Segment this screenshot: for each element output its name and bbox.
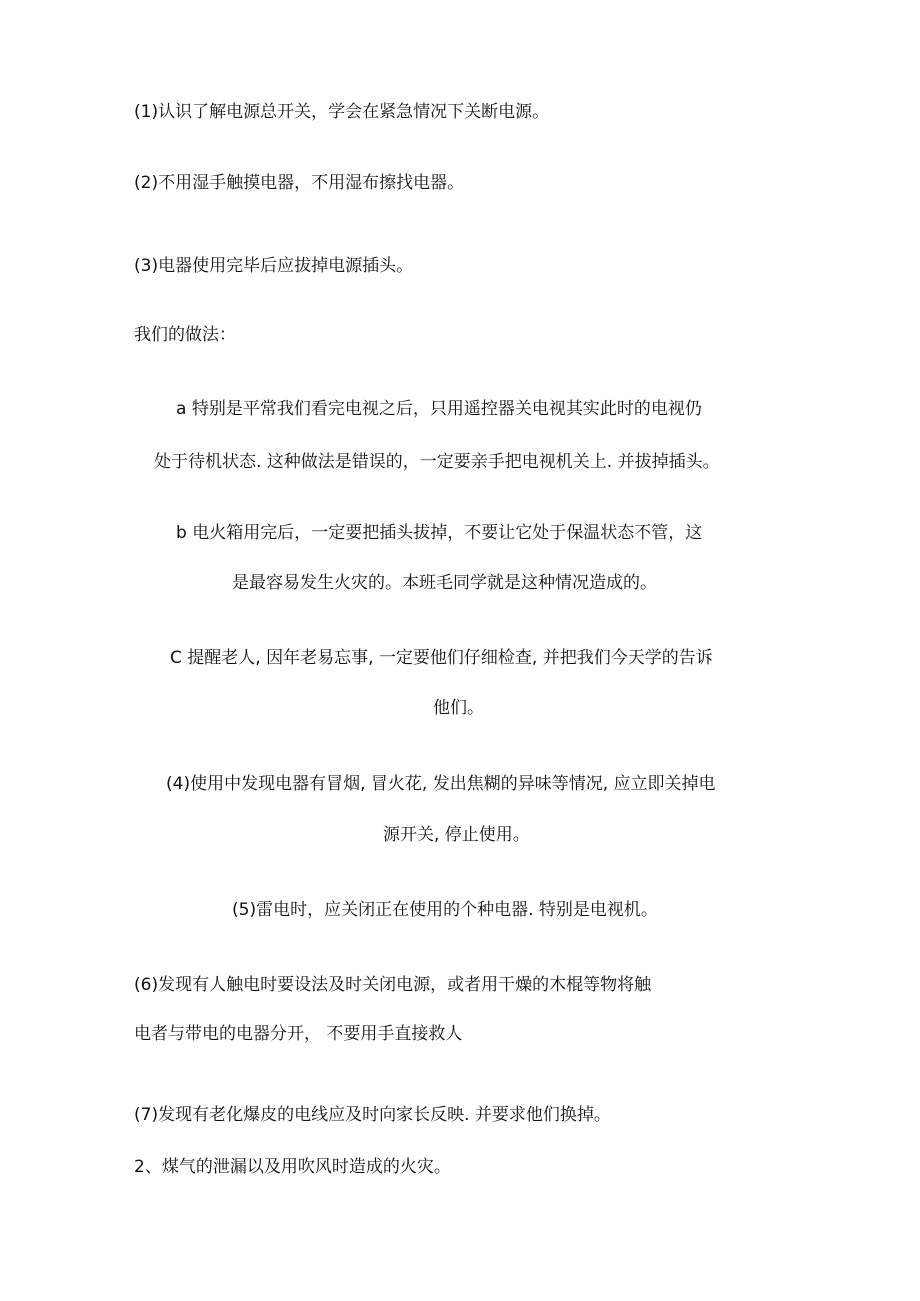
item-5-text: (5)雷电时，应关闭正在使用的个种电器. 特别是电视机。 (232, 900, 658, 920)
practice-a-line-1: a 特别是平常我们看完电视之后，只用遥控器关电视其实此时的电视仍 (176, 399, 702, 419)
practice-b-line-2: 是最容易发生火灾的。本班毛同学就是这种情况造成的。 (232, 573, 657, 593)
section-2-heading: 2、煤气的泄漏以及用吹风时造成的火灾。 (134, 1157, 451, 1177)
item-2-text: (2)不用湿手触摸电器，不用湿布擦找电器。 (134, 173, 465, 193)
item-6-line-2: 电者与带电的电器分开， 不要用手直接救人 (134, 1024, 463, 1044)
practice-a-line-2: 处于待机状态. 这种做法是错误的，一定要亲手把电视机关上. 并拔掉插头。 (154, 452, 720, 472)
item-4-line-2: 源开关, 停止使用。 (383, 825, 530, 845)
practice-b-line-1: b 电火箱用完后，一定要把插头拔掉，不要让它处于保温状态不管，这 (176, 523, 703, 543)
item-4-line-1: (4)使用中发现电器有冒烟, 冒火花, 发出焦糊的异味等情况, 应立即关掉电 (166, 774, 716, 794)
item-7-text: (7)发现有老化爆皮的电线应及时向家长反映. 并要求他们换掉。 (134, 1105, 611, 1125)
item-1-text: (1)认识了解电源总开关，学会在紧急情况下关断电源。 (134, 102, 550, 122)
practice-c-line-1: C 提醒老人, 因年老易忘事, 一定要他们仔细检查, 并把我们今天学的告诉 (170, 648, 713, 668)
item-3-text: (3)电器使用完毕后应拔掉电源插头。 (134, 256, 414, 276)
item-6-line-1: (6)发现有人触电时要设法及时关闭电源，或者用干燥的木棍等物将触 (134, 975, 652, 995)
section-heading: 我们的做法： (134, 325, 236, 345)
practice-c-line-2: 他们。 (433, 698, 484, 718)
